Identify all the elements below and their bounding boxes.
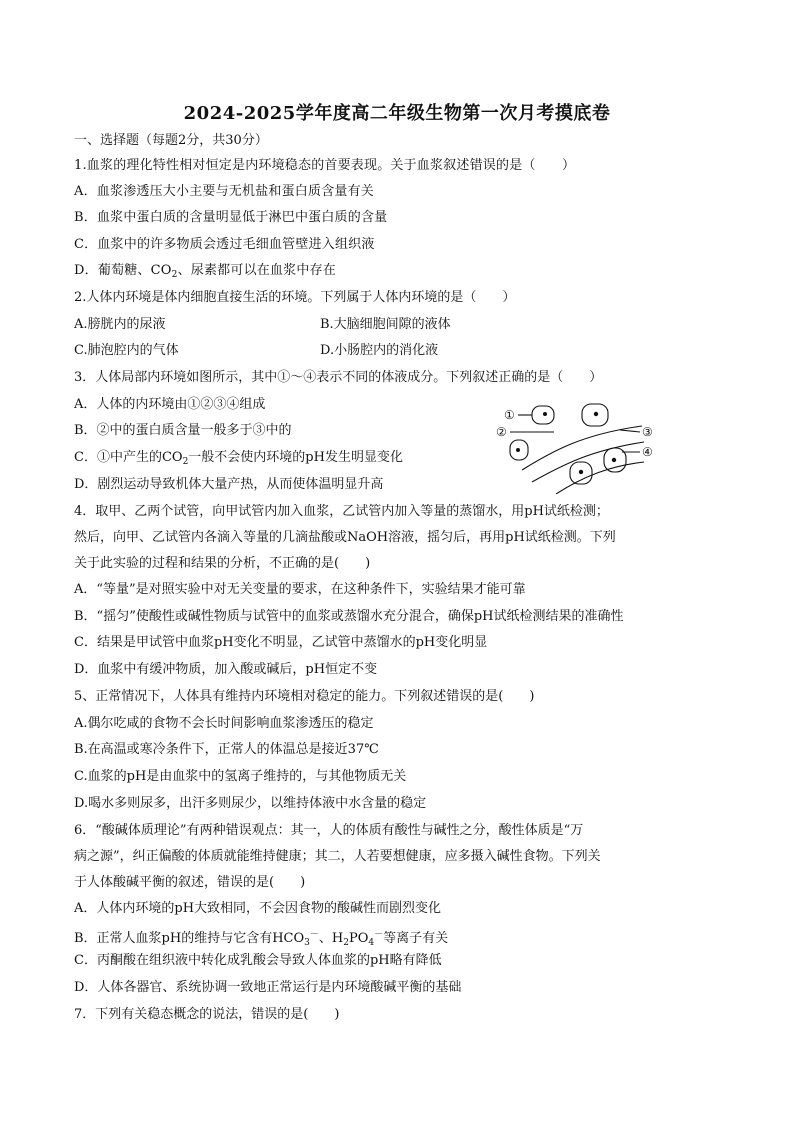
- diagram-label-1: ①: [504, 408, 515, 422]
- q7-stem: 7．下列有关稳态概念的说法，错误的是( ): [74, 1007, 340, 1022]
- cell-nucleus: [579, 470, 583, 474]
- q1-stem: 1.血浆的理化特性相对恒定是内环境稳态的首要表现。关于血浆叙述错误的是（ ）: [74, 158, 576, 173]
- q4-stem-line-2: 然后，向甲、乙试管内各滴入等量的几滴盐酸或NaOH溶液，摇匀后，再用pH试纸检测。下列: [74, 530, 616, 545]
- q6-option-b: [74, 926, 448, 952]
- leader-line-3: [620, 430, 640, 432]
- cell-nucleus: [516, 448, 520, 452]
- q4-stem-line-1: 4．取甲、乙两个试管，向甲试管内加入血浆，乙试管内加入等量的蒸馏水，用pH试纸检测；: [74, 504, 609, 519]
- q6-stem-line-3: 于人体酸碱平衡的叙述，错误的是( ): [74, 875, 306, 890]
- q2-option-c: C.肺泡腔内的气体: [74, 343, 179, 358]
- q4-stem-line-3: 关于此实验的过程和结果的分析，不正确的是( ): [74, 556, 371, 571]
- q4-option-c: C．结果是甲试管中血浆pH变化不明显，乙试管中蒸馏水的pH变化明显: [74, 635, 488, 650]
- q6-b-sub2: 2: [343, 938, 349, 948]
- q6-b-post: 等离子有关: [383, 931, 449, 946]
- q6-b-sup2: －: [374, 930, 384, 940]
- q6-stem-line-1: 6．“酸碱体质理论”有两种错误观点：其一，人的体质有酸性与碱性之分，酸性体质是“万: [74, 823, 584, 838]
- q1-d-sub: 2: [171, 270, 178, 280]
- diagram-label-3: ③: [642, 425, 653, 439]
- q6-b-sub1: 3: [304, 938, 310, 948]
- q6-stem-line-2: 病之源”，纠正偏酸的体质就能维持健康；其二，人若要想健康，应多摄入碱性食物。下列关: [74, 849, 601, 864]
- exam-title: 2024-2025学年度高二年级生物第一次月考摸底卷: [183, 103, 611, 124]
- q2-stem: 2.人体内环境是体内细胞直接生活的环境。下列属于人体内环境的是（ ）: [74, 290, 516, 305]
- tissue-cell: [532, 406, 554, 424]
- q6-b-mid2: PO: [348, 931, 369, 946]
- q5-option-a: A.偶尔吃咸的食物不会长时间影响血浆渗透压的稳定: [74, 716, 374, 731]
- q6-option-d: D．人体各器官、系统协调一致地正常运行是内环境酸碱平衡的基础: [74, 980, 462, 995]
- q3-c-pre: C．①中产生的CO: [74, 450, 183, 465]
- q6-b-pre: B．正常人血浆pH的维持与它含有HCO: [74, 931, 305, 946]
- q6-b-sub3: 4: [368, 938, 375, 948]
- q3-c-sub: 2: [182, 457, 189, 467]
- cell-nucleus: [543, 412, 547, 416]
- diagram-label-2: ②: [496, 425, 507, 439]
- section-heading: 一、选择题（每题2分，共30分）: [74, 133, 268, 148]
- body-fluid-diagram: [492, 402, 658, 494]
- capillary-wall-upper: [522, 426, 642, 470]
- q5-option-c: C.血浆的pH是由血浆中的氢离子维持的，与其他物质无关: [74, 769, 407, 784]
- q5-option-b: B.在高温或寒冷条件下，正常人的体温总是接近37℃: [74, 742, 379, 757]
- q1-option-c: C．血浆中的许多物质会透过毛细血管壁进入组织液: [74, 237, 375, 252]
- diagram-label-4: ④: [642, 445, 653, 459]
- q2-option-a: A.膀胱内的尿液: [74, 317, 166, 332]
- q3-option-b: B．②中的蛋白质含量一般多于③中的: [74, 423, 292, 438]
- q4-option-d: D．血浆中有缓冲物质，加入酸或碱后，pH恒定不变: [74, 662, 378, 677]
- q3-option-a: A．人体的内环境由①②③④组成: [74, 397, 266, 412]
- q1-d-post: 、尿素都可以在血浆中存在: [177, 263, 336, 278]
- q2-option-d: D.小肠腔内的消化液: [320, 343, 439, 358]
- cell-nucleus: [612, 458, 616, 462]
- q1-option-b: B．血浆中蛋白质的含量明显低于淋巴中蛋白质的含量: [74, 210, 388, 225]
- q6-option-c: C．丙酮酸在组织液中转化成乳酸会导致人体血浆的pH略有降低: [74, 953, 442, 968]
- q4-option-a: A．“等量”是对照实验中对无关变量的要求，在这种条件下，实验结果才能可靠: [74, 582, 526, 597]
- q6-option-a: A．人体内环境的pH大致相同，不会因食物的酸碱性而剧烈变化: [74, 901, 442, 916]
- q1-d-pre: D．葡萄糖、CO: [74, 263, 172, 278]
- vessel-wall-lower: [556, 462, 644, 494]
- capillary-wall-lower: [532, 442, 644, 482]
- q1-option-d: [74, 262, 336, 284]
- q5-option-d: D.喝水多则尿多，出汗多则尿少，以维持体液中水含量的稳定: [74, 796, 427, 811]
- q5-stem: 5、正常情况下，人体具有维持内环境相对稳定的能力。下列叙述错误的是( ): [74, 689, 535, 704]
- q3-stem: 3．人体局部内环境如图所示，其中①～④表示不同的体液成分。下列叙述正确的是（ ）: [74, 370, 603, 385]
- q6-b-sup1: －: [309, 930, 319, 940]
- q3-option-d: D．剧烈运动导致机体大量产热，从而使体温明显升高: [74, 477, 384, 492]
- q3-option-c: [74, 449, 403, 471]
- q3-c-post: 一般不会使内环境的pH发生明显变化: [188, 450, 403, 465]
- q2-option-b: B.大脑细胞间隙的液体: [320, 317, 451, 332]
- cell-nucleus: [594, 412, 598, 416]
- q1-option-a: A．血浆渗透压大小主要与无机盐和蛋白质含量有关: [74, 184, 374, 199]
- q4-option-b: B．“摇匀”使酸性或碱性物质与试管中的血浆或蒸馏水充分混合，确保pH试纸检测结果的准确性: [74, 609, 624, 624]
- q6-b-mid: 、H: [318, 931, 344, 946]
